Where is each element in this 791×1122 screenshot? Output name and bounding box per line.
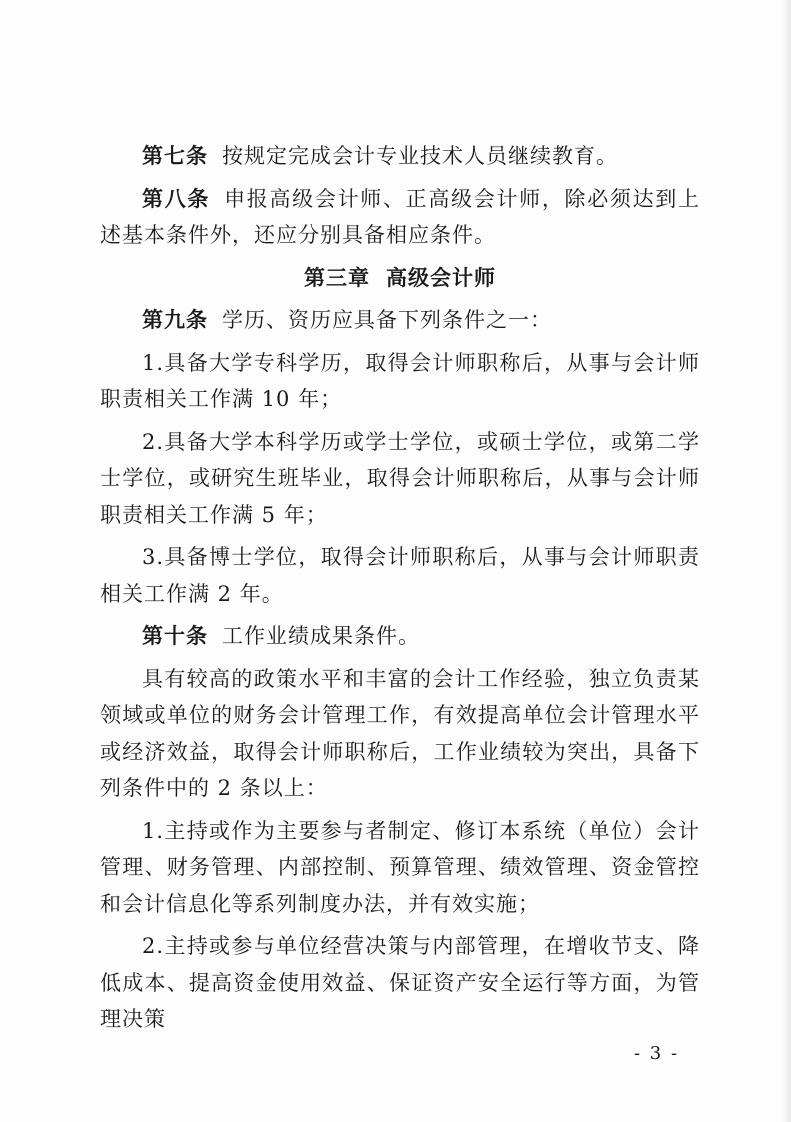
- article-10-text: 工作业绩成果条件。: [222, 624, 420, 648]
- page-number: - 3 -: [634, 1043, 680, 1064]
- article-10-label: 第十条: [142, 624, 208, 648]
- article-9-text: 学历、资历应具备下列条件之一：: [222, 308, 552, 332]
- article-10: [100, 618, 700, 655]
- article-9-item-3: 3.具备博士学位，取得会计师职称后，从事与会计师职责相关工作满 2 年。: [100, 545, 700, 606]
- article-7: [100, 138, 700, 175]
- chapter-heading: [100, 260, 700, 297]
- article-7-label: 第七条: [142, 144, 208, 168]
- article-10-item-2: 2.主持或参与单位经营决策与内部管理，在增收节支、降低成本、提高资金使用效益、保证资产安全运行等方面，为管理决策: [100, 934, 700, 1031]
- article-9-label: 第九条: [142, 308, 208, 332]
- article-8-label: 第八条: [142, 186, 211, 211]
- article-10-intro: 具有较高的政策水平和丰富的会计工作经验，独立负责某领域或单位的财务会计管理工作，有效提高单位会计管理水平或经济效益，取得会计师职称后，工作业绩较为突出，具备下列条件中的 2 条以上：: [100, 666, 700, 800]
- chapter-number: 第三章: [304, 265, 370, 290]
- article-9-item-1: 1.具备大学专科学历，取得会计师职称后，从事与会计师职责相关工作满 10 年；: [100, 350, 700, 411]
- article-10-item-1: 1.主持或作为主要参与者制定、修订本系统（单位）会计管理、财务管理、内部控制、预算管理、绩效管理、资金管控和会计信息化等系列制度办法，并有效实施；: [100, 818, 700, 916]
- article-8: [100, 181, 700, 254]
- article-9-item-2: 2.具备大学本科学历或学士学位，或硕士学位，或第二学士学位，或研究生班毕业，取得会计师职称后，从事与会计师职责相关工作满 5 年；: [100, 429, 700, 527]
- page-edge-shadow: [781, 0, 791, 1122]
- document-body: [100, 138, 700, 1038]
- article-8-text: 申报高级会计师、正高级会计师，除必须达到上述基本条件外，还应分别具备相应条件。: [100, 186, 701, 247]
- chapter-title: 高级会计师: [386, 265, 496, 290]
- article-9: [100, 302, 700, 339]
- article-7-text: 按规定完成会计专业技术人员继续教育。: [222, 144, 618, 168]
